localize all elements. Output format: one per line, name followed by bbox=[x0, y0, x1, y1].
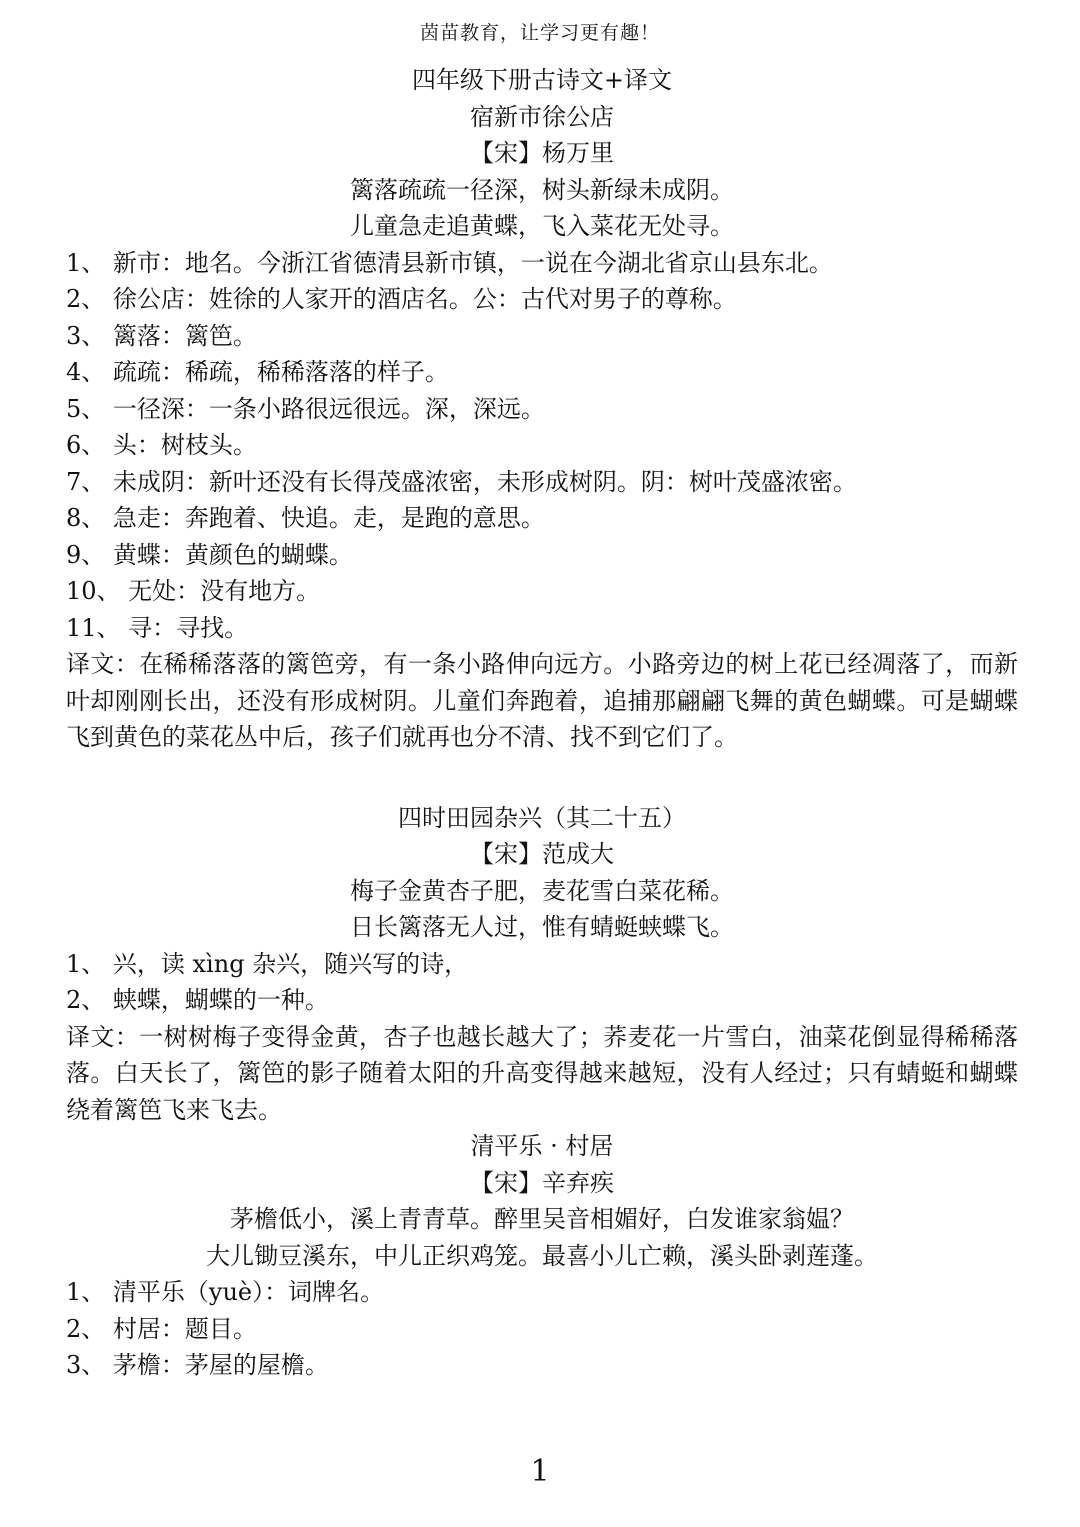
poem1-note: 6、 头：树枝头。 bbox=[66, 431, 257, 459]
document-title: 四年级下册古诗文+译文 bbox=[411, 66, 673, 94]
poem1-note: 2、 徐公店：姓徐的人家开的酒店名。公：古代对男子的尊称。 bbox=[66, 285, 737, 313]
poem1-note: 9、 黄蝶：黄颜色的蝴蝶。 bbox=[66, 540, 353, 569]
poem1-note: 11、 寻：寻找。 bbox=[66, 613, 249, 642]
poem1-note: 5、 一径深：一条小路很远很远。深，深远。 bbox=[66, 394, 545, 423]
poem3-title: 清平乐 · 村居 bbox=[470, 1132, 614, 1160]
poem3-note: 2、 村居：题目。 bbox=[66, 1314, 257, 1343]
poem1-note: 1、 新市：地名。今浙江省德清县新市镇，一说在今湖北省京山县东北。 bbox=[66, 248, 833, 277]
poem1-note: 4、 疏疏：稀疏，稀稀落落的样子。 bbox=[66, 358, 449, 386]
poem2-line: 日长篱落无人过，惟有蜻蜓蛱蝶飞。 bbox=[350, 913, 734, 941]
poem1-line: 儿童急走追黄蝶，飞入菜花无处寻。 bbox=[350, 212, 734, 240]
poem2-title: 四时田园杂兴（其二十五） bbox=[398, 803, 686, 832]
page-header: 茵苗教育，让学习更有趣！ bbox=[419, 22, 660, 44]
poem2-translation: 译文：一树树梅子变得金黄，杏子也越长越大了；荞麦花一片雪白，油菜花倒显得稀稀落落。白天长了，篱笆的影子随着太阳的升高变得越来越短，没有人经过；只有蜻蜓和蝴蝶绕着篱笆飞来飞去。 bbox=[66, 1022, 1018, 1124]
poem2-note: 1、 兴，读 xìng 杂兴，随兴写的诗， bbox=[66, 949, 469, 978]
poem1-note: 10、 无处：没有地方。 bbox=[66, 577, 321, 605]
poem1-line: 篱落疏疏一径深，树头新绿未成阴。 bbox=[350, 175, 734, 204]
poem3-note: 3、 茅檐：茅屋的屋檐。 bbox=[66, 1351, 329, 1379]
document-content bbox=[66, 62, 1018, 1384]
poem1-title: 宿新市徐公店 bbox=[470, 102, 614, 131]
poem1-note: 8、 急走：奔跑着、快追。走，是跑的意思。 bbox=[66, 504, 545, 532]
poem1-note: 7、 未成阴：新叶还没有长得茂盛浓密，未形成树阴。阴：树叶茂盛浓密。 bbox=[66, 467, 857, 496]
poem2-line: 梅子金黄杏子肥，麦花雪白菜花稀。 bbox=[350, 876, 734, 905]
poem2-note: 2、 蛱蝶，蝴蝶的一种。 bbox=[66, 986, 329, 1014]
poem3-line: 茅檐低小，溪上青青草。醉里吴音相媚好，白发谁家翁媪？ bbox=[230, 1205, 854, 1233]
poem3-author: 【宋】辛弃疾 bbox=[470, 1168, 614, 1197]
poem3-note: 1、 清平乐（yuè）：词牌名。 bbox=[66, 1278, 385, 1306]
poem1-author: 【宋】杨万里 bbox=[470, 139, 614, 167]
poem1-note: 3、 篱落：篱笆。 bbox=[66, 321, 257, 350]
poem1-translation: 译文：在稀稀落落的篱笆旁，有一条小路伸向远方。小路旁边的树上花已经凋落了，而新叶却刚刚长出，还没有形成树阴。儿童们奔跑着，追捕那翩翩飞舞的黄色蝴蝶。可是蝴蝶飞到黄色的菜花丛中后，孩子们就再也分不清、找不到它们了。 bbox=[66, 650, 1018, 751]
poem3-line: 大儿锄豆溪东，中儿正织鸡笼。最喜小儿亡赖，溪头卧剥莲蓬。 bbox=[206, 1241, 878, 1270]
page-number: 1 bbox=[530, 1454, 550, 1489]
poem2-author: 【宋】范成大 bbox=[470, 840, 614, 868]
section-gap bbox=[66, 756, 1018, 800]
